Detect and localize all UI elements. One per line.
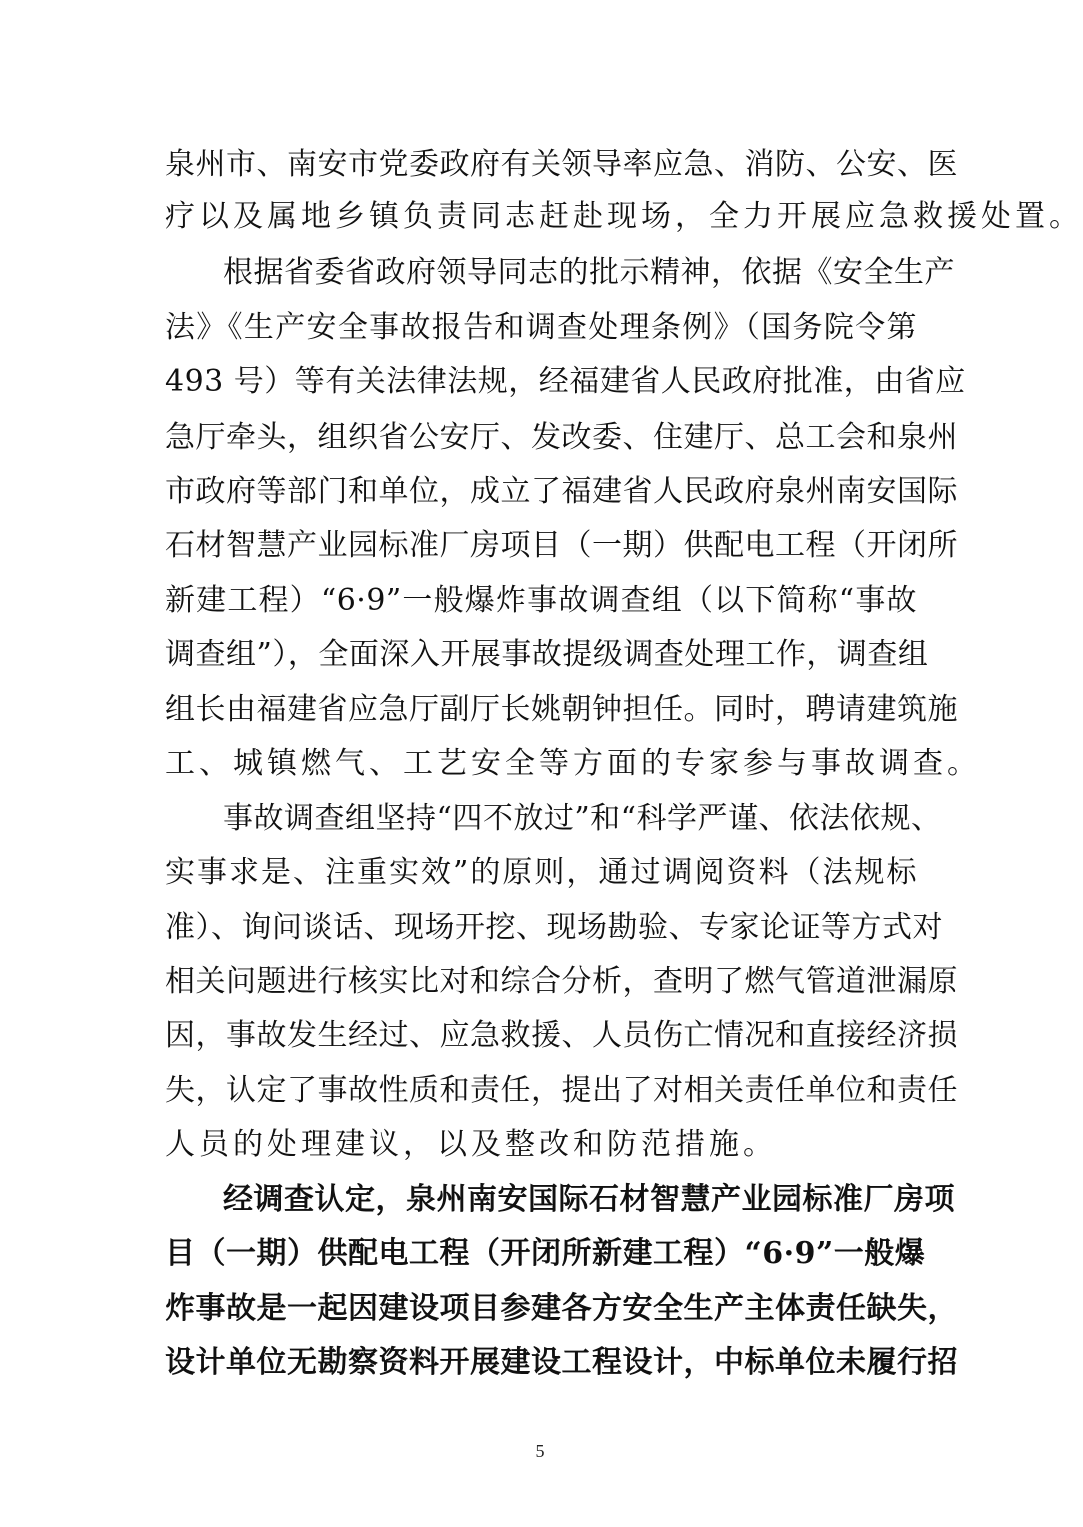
- paragraph-2-line-5: 市政府等部门和单位，成立了福建省人民政府泉州南安国际: [165, 474, 958, 509]
- paragraph-4-line-1: 经调查认定，泉州南安国际石材智慧产业园标准厂房项: [223, 1182, 955, 1217]
- paragraph-2-line-2: 法》《生产安全事故报告和调查处理条例》（国务院令第: [165, 310, 917, 345]
- paragraph-2-line-9: 组长由福建省应急厅副厅长姚朝钟担任。同时，聘请建筑施: [165, 692, 958, 727]
- paragraph-3-line-1: 事故调查组坚持“四不放过”和“科学严谨、依法依规、: [223, 801, 942, 836]
- paragraph-3-line-4: 相关问题进行核实比对和综合分析，查明了燃气管道泄漏原: [165, 964, 958, 999]
- paragraph-2-line-10: 工、城镇燃气、工艺安全等方面的专家参与事故调查。: [165, 746, 981, 781]
- paragraph-4-line-4: 设计单位无勘察资料开展建设工程设计，中标单位未履行招: [165, 1345, 958, 1380]
- paragraph-2-line-8: 调查组”），全面深入开展事故提级调查处理工作，调查组: [165, 637, 929, 672]
- paragraph-2-line-4: 急厅牵头，组织省公安厅、发改委、住建厅、总工会和泉州: [165, 420, 958, 455]
- paragraph-2-line-6: 石材智慧产业园标准厂房项目（一期）供配电工程（开闭所: [165, 528, 958, 563]
- paragraph-4-line-2: 目（一期）供配电工程（开闭所新建工程）“6·9”一般爆: [165, 1236, 926, 1271]
- paragraph-3-line-3: 准）、询问谈话、现场开挖、现场勘验、专家论证等方式对: [165, 910, 943, 945]
- paragraph-3-line-2: 实事求是、注重实效”的原则，通过调阅资料（法规标: [165, 855, 917, 890]
- paragraph-2-line-3: 493 号）等有关法律法规，经福建省人民政府批准，由省应: [165, 364, 966, 399]
- paragraph-3-line-5: 因，事故发生经过、应急救援、人员伤亡情况和直接经济损: [165, 1018, 958, 1053]
- paragraph-1-line-1: 泉州市、南安市党委政府有关领导率应急、消防、公安、医: [165, 147, 958, 182]
- paragraph-2-line-1: 根据省委省政府领导同志的批示精神，依据《安全生产: [223, 255, 955, 290]
- paragraph-2-line-7: 新建工程）“6·9”一般爆炸事故调查组（以下简称“事故: [165, 583, 917, 618]
- page-number: 5: [535, 1441, 545, 1461]
- paragraph-3-line-6: 失，认定了事故性质和责任，提出了对相关责任单位和责任: [165, 1073, 958, 1108]
- paragraph-3-line-7: 人员的处理建议，以及整改和防范措施。: [165, 1127, 777, 1162]
- paragraph-1-line-2: 疗以及属地乡镇负责同志赶赴现场，全力开展应急救援处置。: [165, 199, 1083, 234]
- paragraph-4-line-3: 炸事故是一起因建设项目参建各方安全生产主体责任缺失，: [165, 1291, 958, 1326]
